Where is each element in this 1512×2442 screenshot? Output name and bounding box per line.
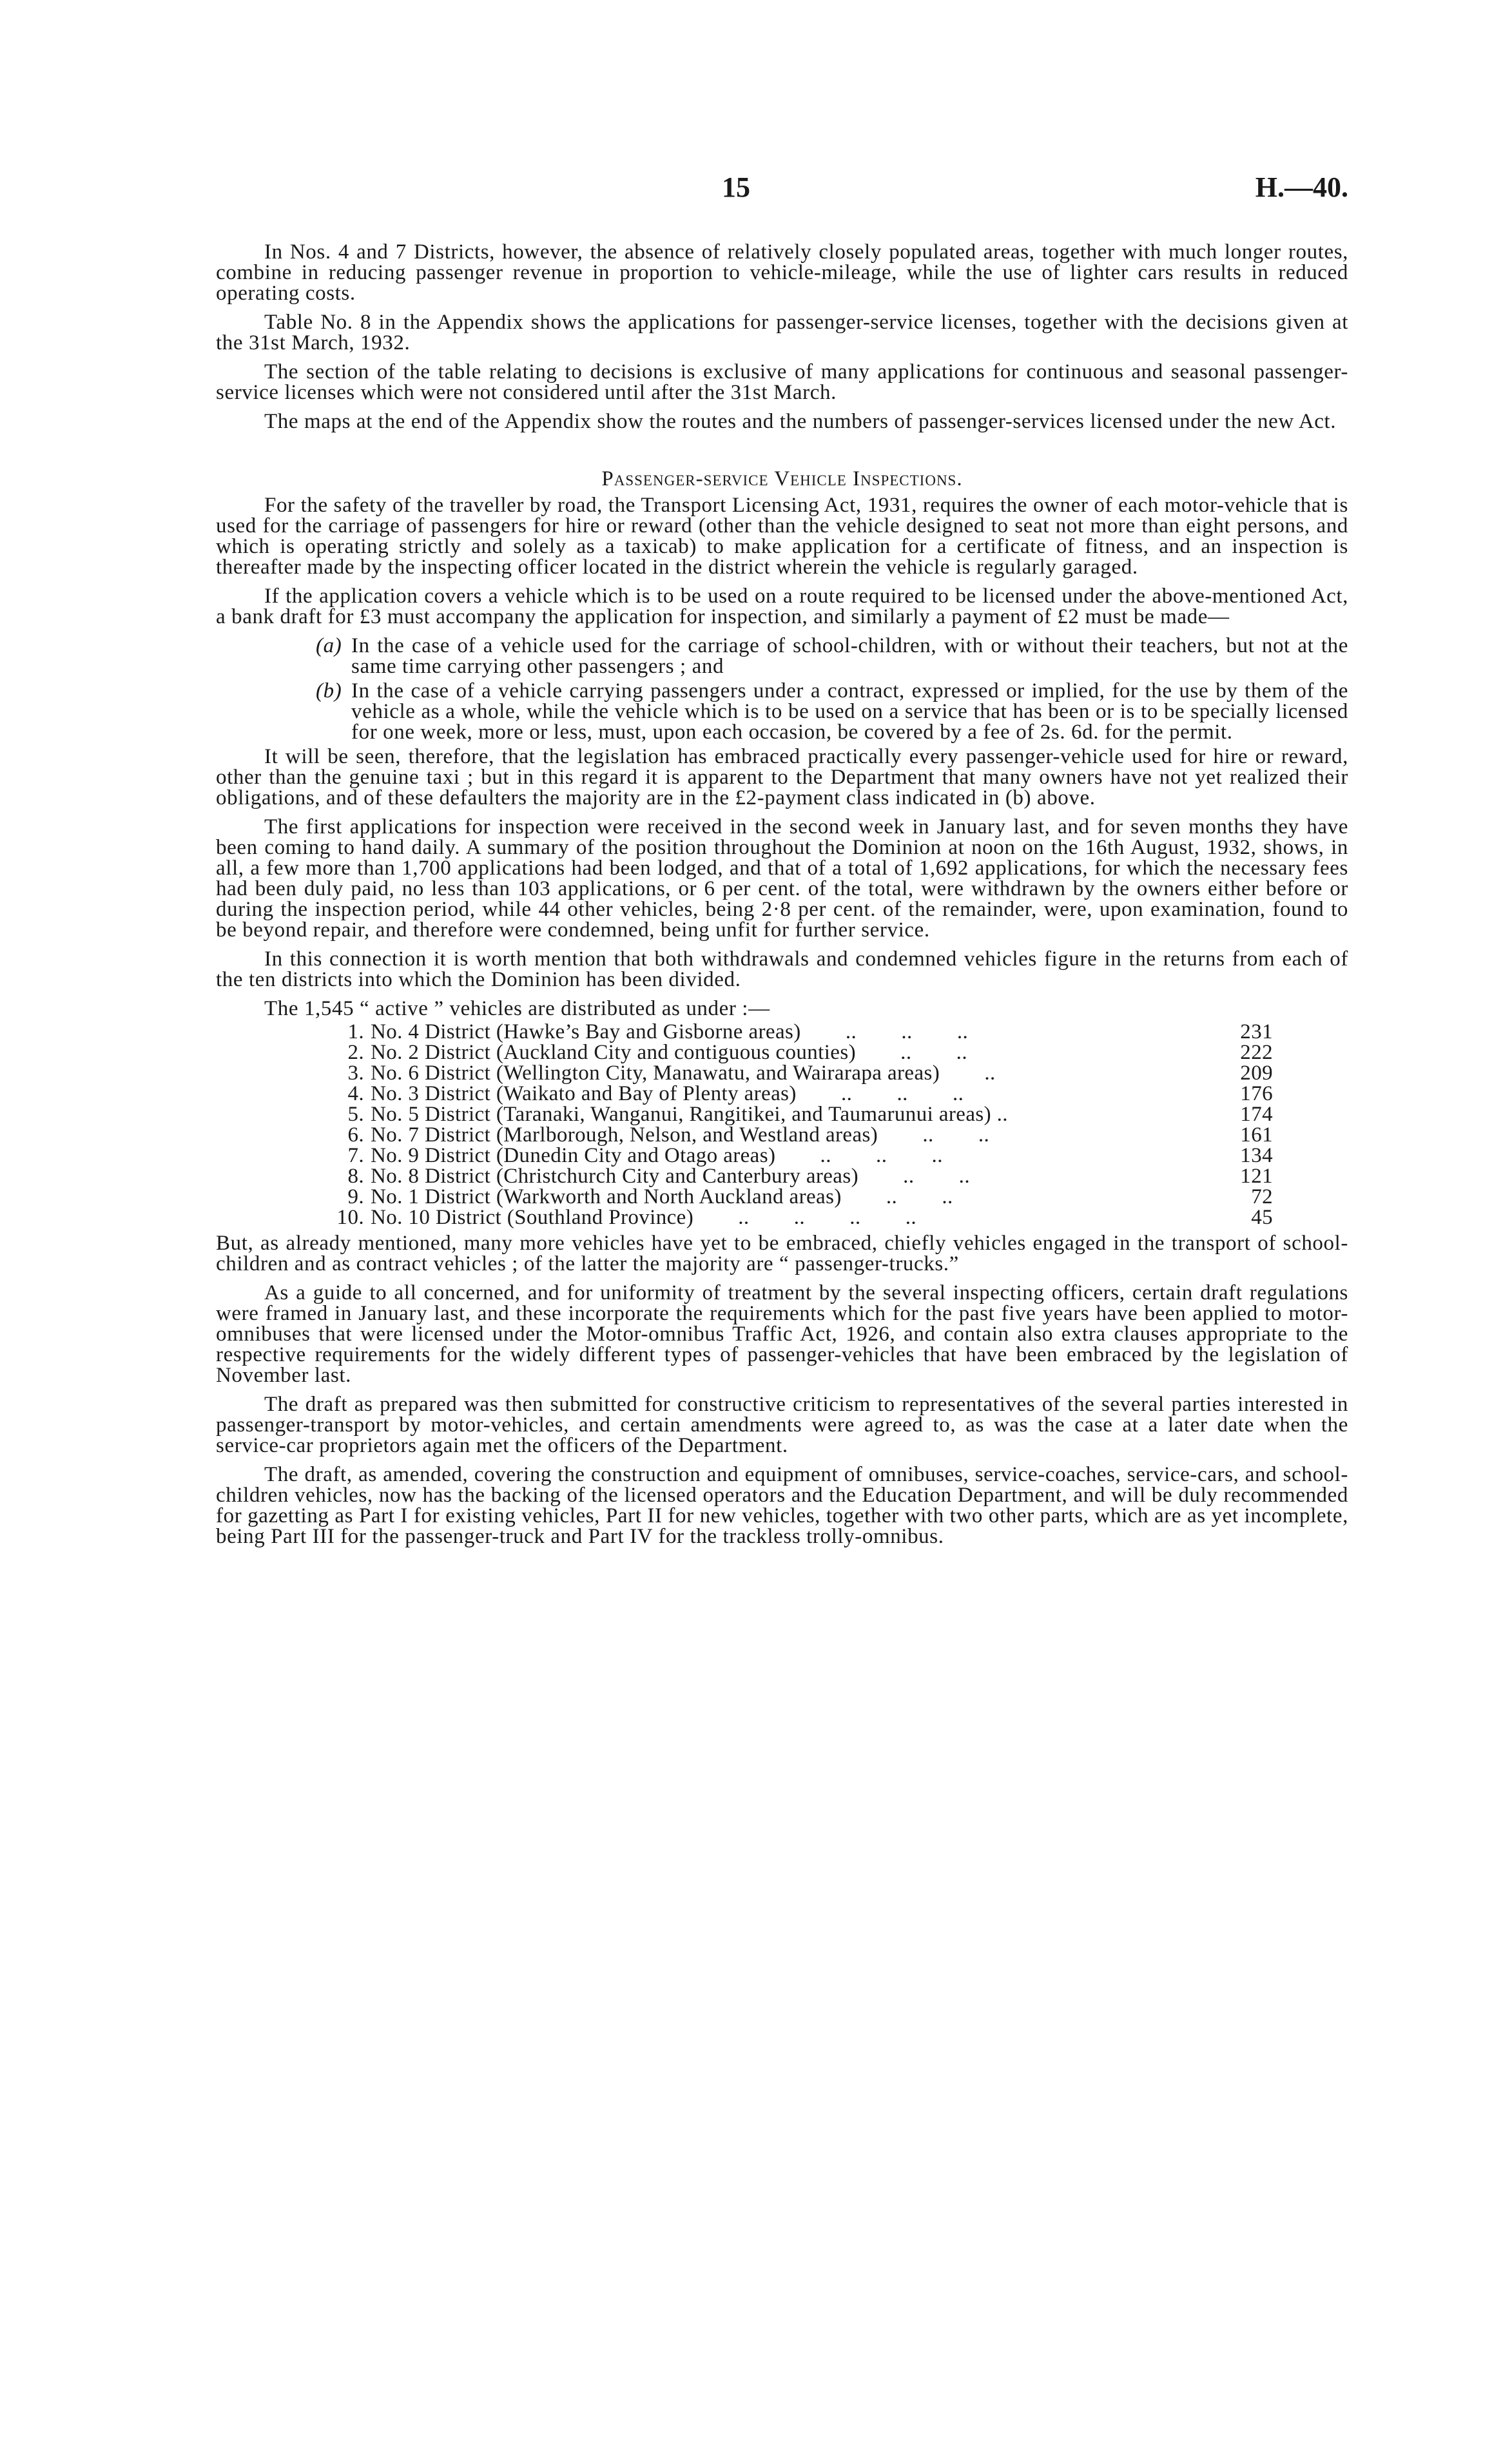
item-number: 2. bbox=[347, 1041, 364, 1064]
sub-item-label: (b) bbox=[316, 679, 342, 703]
paragraph: Table No. 8 in the Appendix shows the applications for passenger-service licenses, together with the decisions given at the 31st March, 1932. bbox=[216, 311, 1348, 354]
district-name: No. 10 District (Southland Province) .. .. .. .. bbox=[371, 1206, 917, 1229]
document-page bbox=[216, 171, 1348, 1555]
district-list-item bbox=[216, 1125, 1348, 1145]
vehicle-count: 209 bbox=[1240, 1061, 1273, 1085]
paragraph: In this connection it is worth mention that both withdrawals and condemned vehicles figure in the returns from each of the ten districts into which the Dominion has been divided. bbox=[216, 947, 1348, 991]
paragraph: If the application covers a vehicle which is to be used on a route required to be licensed under the above-mentioned Act, a bank draft for £3 must accompany the application for inspection, and similarly a payment of £2 must be made— bbox=[216, 585, 1348, 628]
intro-section bbox=[216, 242, 1348, 432]
item-number: 7. bbox=[347, 1144, 364, 1167]
item-number: 9. bbox=[347, 1185, 364, 1208]
district-list-item bbox=[216, 1104, 1348, 1125]
document-reference: H.—40. bbox=[1255, 171, 1348, 203]
district-name: No. 6 District (Wellington City, Manawatu, and Wairarapa areas) .. bbox=[371, 1061, 996, 1085]
district-list-item bbox=[216, 1145, 1348, 1166]
district-list-item bbox=[216, 1063, 1348, 1083]
item-number: 3. bbox=[347, 1061, 364, 1085]
district-name: No. 9 District (Dunedin City and Otago areas) .. .. .. bbox=[371, 1144, 943, 1167]
vehicle-count: 176 bbox=[1240, 1082, 1273, 1105]
vehicle-count: 222 bbox=[1240, 1041, 1273, 1064]
district-name: No. 5 District (Taranaki, Wanganui, Rangitikei, and Taumarunui areas) .. bbox=[371, 1103, 1008, 1126]
paragraph: The draft as prepared was then submitted for constructive criticism to representatives of the several parties interested in passenger-transport by motor-vehicles, and certain amendments were agreed to, as was the case at a later date when the service-car proprietors again met the officers of the Department. bbox=[216, 1393, 1348, 1457]
page-header bbox=[216, 171, 1348, 216]
vehicle-count: 161 bbox=[1240, 1123, 1273, 1147]
vehicle-count: 45 bbox=[1251, 1206, 1273, 1229]
sub-item-text: In the case of a vehicle carrying passengers under a contract, expressed or implied, for the use by them of the vehicle as a whole, while the vehicle which is to be used on a service that has been or is to be specially licensed for one week, more or less, must, upon each occasion, be covered by a fee of 2s. 6d. for the permit. bbox=[351, 679, 1348, 744]
vehicle-count: 72 bbox=[1251, 1185, 1273, 1208]
item-number: 10. bbox=[336, 1206, 364, 1229]
section-heading: Passenger-service Vehicle Inspections. bbox=[601, 467, 963, 490]
sub-item-b bbox=[316, 681, 1348, 742]
paragraph: It will be seen, therefore, that the legislation has embraced practically every passenger-vehicle used for hire or reward, other than the genuine taxi ; but in this regard it is apparent to the Department that many owners have not yet realized their obligations, and of these defaulters the majority are in the £2-payment class indicated in (b) above. bbox=[216, 745, 1348, 809]
district-list-item bbox=[216, 1022, 1348, 1042]
paragraph: For the safety of the traveller by road, the Transport Licensing Act, 1931, requires the owner of each motor-vehicle that is used for the carriage of passengers for hire or reward (other than the vehicle designed to seat not more than eight persons, and which is operating strictly and solely as a taxicab) to make application for a certificate of fitness, and an inspection is thereafter made by the inspecting officer located in the district wherein the vehicle is regularly garaged. bbox=[216, 494, 1348, 579]
district-name: No. 2 District (Auckland City and contiguous counties) .. .. bbox=[371, 1041, 967, 1064]
paragraph: The maps at the end of the Appendix show the routes and the numbers of passenger-services licensed under the new Act. bbox=[264, 410, 1337, 433]
district-list-item bbox=[216, 1207, 1348, 1228]
district-list bbox=[216, 1022, 1348, 1228]
item-number: 8. bbox=[347, 1165, 364, 1188]
vehicle-count: 174 bbox=[1240, 1103, 1273, 1126]
sub-item-label: (a) bbox=[316, 634, 342, 657]
vehicle-count: 121 bbox=[1240, 1165, 1273, 1188]
district-list-item bbox=[216, 1042, 1348, 1063]
vehicle-count: 134 bbox=[1240, 1144, 1273, 1167]
item-number: 4. bbox=[347, 1082, 364, 1105]
paragraph: The section of the table relating to decisions is exclusive of many applications for continuous and seasonal passenger-service licenses which were not considered until after the 31st March. bbox=[216, 360, 1348, 404]
sub-item-a bbox=[316, 635, 1348, 677]
paragraph: In Nos. 4 and 7 Districts, however, the absence of relatively closely populated areas, together with much longer routes, combine in reducing passenger revenue in proportion to vehicle-mileage, while the use of lighter cars results in reduced operating costs. bbox=[216, 240, 1348, 305]
paragraph: As a guide to all concerned, and for uniformity of treatment by the several inspecting officers, certain draft regulations were framed in January last, and these incorporate the requirements which for the past five years have been applied to motor-omnibuses that were licensed under the Motor-omnibus Traffic Act, 1926, and contain also extra clauses appropriate to the respective requirements for the widely different types of passenger-vehicles that have been embraced by the legislation of November last. bbox=[216, 1281, 1348, 1387]
district-name: No. 4 District (Hawke’s Bay and Gisborne areas) .. .. .. bbox=[371, 1020, 969, 1043]
paragraph: The draft, as amended, covering the construction and equipment of omnibuses, service-coaches, service-cars, and school-children vehicles, now has the backing of the licensed operators and the Education Department, and will be duly recommended for gazetting as Part I for existing vehicles, Part II for new vehicles, together with two other parts, which are as yet incomplete, being Part III for the passenger-truck and Part IV for the trackless trolly-omnibus. bbox=[216, 1463, 1348, 1548]
paragraph: But, as already mentioned, many more vehicles have yet to be embraced, chiefly vehicles engaged in the transport of school-children and as contract vehicles ; of the latter the majority are “ passenger-trucks.” bbox=[216, 1232, 1348, 1275]
item-number: 5. bbox=[347, 1103, 364, 1126]
page-number: 15 bbox=[722, 171, 750, 203]
item-number: 6. bbox=[347, 1123, 364, 1147]
district-name: No. 8 District (Christchurch City and Canterbury areas) .. .. bbox=[371, 1165, 970, 1188]
district-name: No. 1 District (Warkworth and North Auckland areas) .. .. bbox=[371, 1185, 953, 1208]
district-name: No. 7 District (Marlborough, Nelson, and Westland areas) .. .. bbox=[371, 1123, 990, 1147]
district-list-item bbox=[216, 1083, 1348, 1104]
paragraph: The first applications for inspection were received in the second week in January last, and for seven months they have been coming to hand daily. A summary of the position throughout the Dominion at noon on the 16th August, 1932, shows, in all, a few more than 1,700 applications had been lodged, and that of a total of 1,692 applications, for which the necessary fees had been duly paid, no less than 103 applications, or 6 per cent. of the total, were withdrawn by the owners either before or during the inspection period, while 44 other vehicles, being 2·8 per cent. of the remainder, were, upon examination, found to be beyond repair, and therefore were condemned, being unfit for further service. bbox=[216, 815, 1348, 942]
district-name: No. 3 District (Waikato and Bay of Plenty areas) .. .. .. bbox=[371, 1082, 964, 1105]
paragraph: The 1,545 “ active ” vehicles are distributed as under :— bbox=[264, 997, 770, 1020]
district-list-item bbox=[216, 1187, 1348, 1207]
sub-item-text: In the case of a vehicle used for the carriage of school-children, with or without their teachers, but not at the same time carrying other passengers ; and bbox=[351, 634, 1348, 678]
vehicle-count: 231 bbox=[1240, 1020, 1273, 1043]
item-number: 1. bbox=[347, 1020, 364, 1043]
district-list-item bbox=[216, 1166, 1348, 1187]
